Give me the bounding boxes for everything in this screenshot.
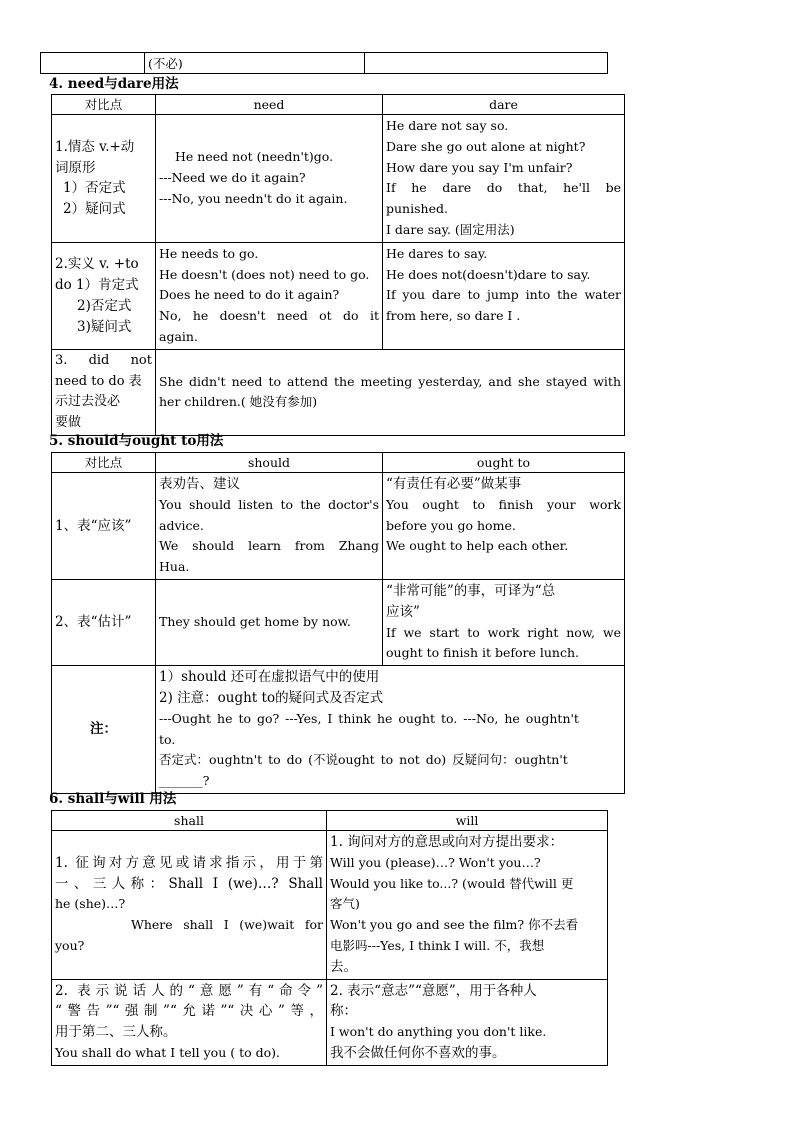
s5-r2-point: 2、表“估计” [52,579,156,665]
table-row [52,579,625,665]
s4-r1-need: He need not (needn't)go. ---Need we do it again? ---No, you needn't do it again. [156,115,383,243]
table-row [52,115,625,243]
s4-r2-need: He needs to go. He doesn't (does not) need to go. Does he need to do it again? No, he doesn't need ot do it again. [156,242,383,349]
s4-r3-point: 3. did not need to do 表 示过去没必 要做 [52,349,156,435]
section4-table [51,94,625,436]
top-cell-1 [41,53,145,74]
section5-table [51,452,625,794]
s6-header-shall: shall [52,811,327,831]
section5-title: 5. should与ought to用法 [49,433,224,449]
table-row [52,979,608,1065]
s6-r1-shall: 1. 征询对方意见或请求指示，用于第 一、三人称：Shall I (we)…? Shall he (she)…? Where shall I (we)wait for you? [52,831,327,980]
s5-r2-should: They should get home by now. [156,579,383,665]
s5-header-point: 对比点 [52,453,156,473]
table-row [52,242,625,349]
section6-title: 6. shall与will 用法 [49,791,177,807]
top-table-fragment [40,52,608,74]
table-row [52,349,625,435]
s4-header-point: 对比点 [52,95,156,115]
table-row [52,473,625,580]
s5-r1-should: 表劝告、建议 You should listen to the doctor's advice. We should learn from Zhang Hua. [156,473,383,580]
table-row [52,831,608,980]
s5-r3-note: 注： [52,666,156,794]
s5-r1-ought: “有责任有必要”做某事 You ought to finish your work before you go home. We ought to help each other. [383,473,625,580]
s4-header-dare: dare [383,95,625,115]
s4-r2-point: 2.实义 v. +to do 1）肯定式 2)否定式 3)疑问式 [52,242,156,349]
s4-r1-point: 1.情态 v.+动 词原形 1）否定式 2）疑问式 [52,115,156,243]
section6-table [51,810,608,1066]
table-row [52,666,625,794]
top-cell-3 [365,53,608,74]
s6-r2-will: 2. 表示“意志”“意愿”，用于各种人 称： I won't do anything you don't like. 我不会做任何你不喜欢的事。 [327,979,608,1065]
s5-header-ought: ought to [383,453,625,473]
s6-header-will: will [327,811,608,831]
s6-r1-will: 1. 询问对方的意思或向对方提出要求： Will you (please)…? Won't you…? Would you like to...? (would 替代will 更 客气) Won't you go and see the film? 你不去看 电影吗---Yes, I think I will. 不，我想 去。 [327,831,608,980]
s6-r2-shall: 2. 表示说话人的“意愿”有“命令” “警告”“强制”“允诺”“决心”等， 用于第二、三人称。 You shall do what I tell you ( to do). [52,979,327,1065]
top-cell-2: (不必) [145,53,365,74]
s5-r1-point: 1、表“应该” [52,473,156,580]
s5-r2-ought: “非常可能”的事，可译为“总 应该” If we start to work right now, we ought to finish it before lunch. [383,579,625,665]
section4-title: 4. need与dare用法 [49,76,179,92]
s5-r3-merged: 1）should 还可在虚拟语气中的使用 2) 注意：ought to的疑问式及否定式 ---Ought he to go? ---Yes, I think he ought to. ---No, he oughtn't to. 否定式：oughtn't to do (不说ought to not do) 反疑问句：oughtn't _______? [156,666,625,794]
s4-header-need: need [156,95,383,115]
s5-header-should: should [156,453,383,473]
s4-r2-dare: He dares to say. He does not(doesn't)dare to say. If you dare to jump into the water from here, so dare I . [383,242,625,349]
s4-r3-merged: She didn't need to attend the meeting yesterday, and she stayed with her children.( 她没有参加) [156,349,625,435]
s4-r1-dare: He dare not say so. Dare she go out alone at night? How dare you say I'm unfair? If he dare do that, he'll be punished. I dare say. (固定用法) [383,115,625,243]
